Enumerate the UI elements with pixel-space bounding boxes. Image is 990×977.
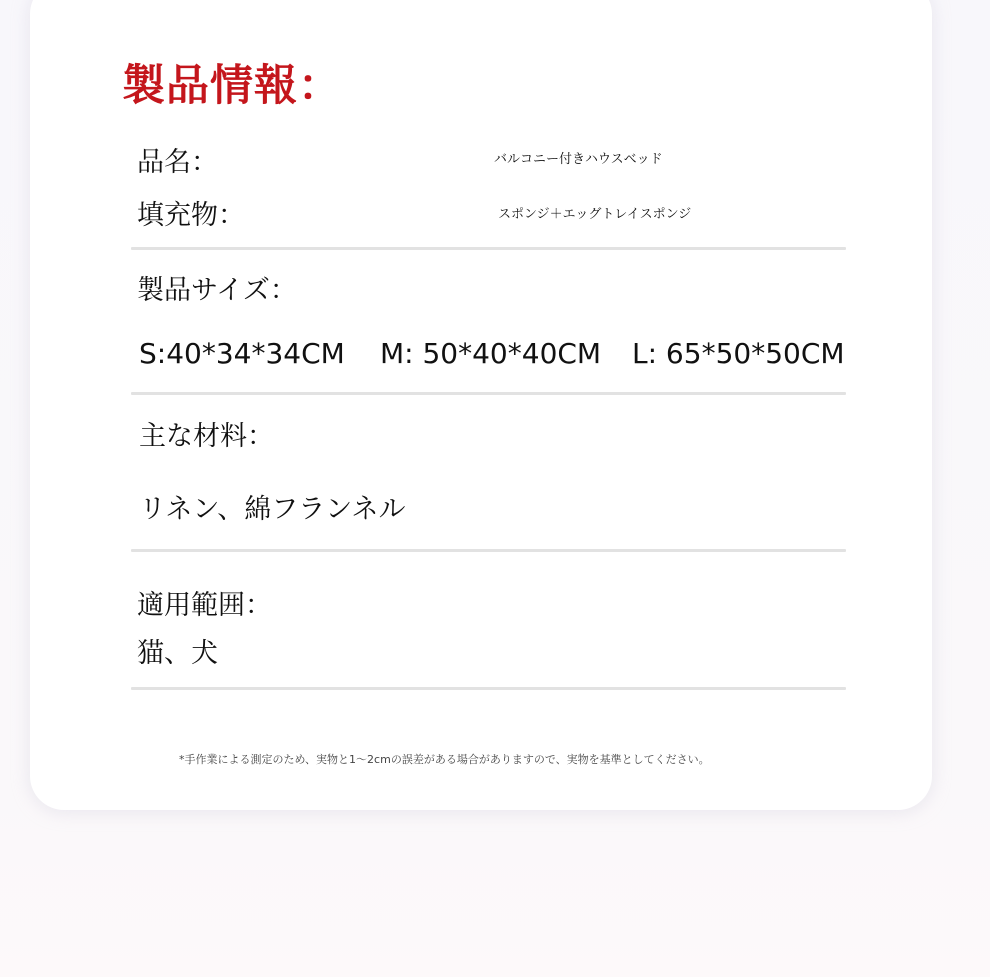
size-value-s: S:40*34*34CM — [139, 337, 345, 370]
material-value: リネン、綿フランネル — [139, 494, 406, 525]
divider — [131, 549, 846, 552]
product-name-value: バルコニー付きハウスベッド — [494, 152, 663, 167]
scope-label: 適用範囲： — [137, 590, 272, 621]
size-value-l: L: 65*50*50CM — [632, 337, 845, 370]
size-value-m: M: 50*40*40CM — [380, 337, 602, 370]
divider — [131, 392, 846, 395]
product-name-label: 品名： — [137, 147, 218, 178]
divider — [131, 247, 846, 250]
material-label: 主な材料： — [139, 421, 274, 452]
filling-label: 填充物： — [137, 200, 245, 231]
page-title: 製品情報： — [122, 61, 342, 111]
scope-value: 猫、犬 — [137, 638, 218, 669]
size-label: 製品サイズ： — [137, 275, 297, 306]
filling-value: スポンジ＋エッグトレイスポンジ — [498, 207, 692, 222]
divider — [131, 687, 846, 690]
measurement-note: *手作業による測定のため、実物と1〜2cmの誤差がある場合がありますので、実物を基準としてください。 — [179, 753, 710, 766]
